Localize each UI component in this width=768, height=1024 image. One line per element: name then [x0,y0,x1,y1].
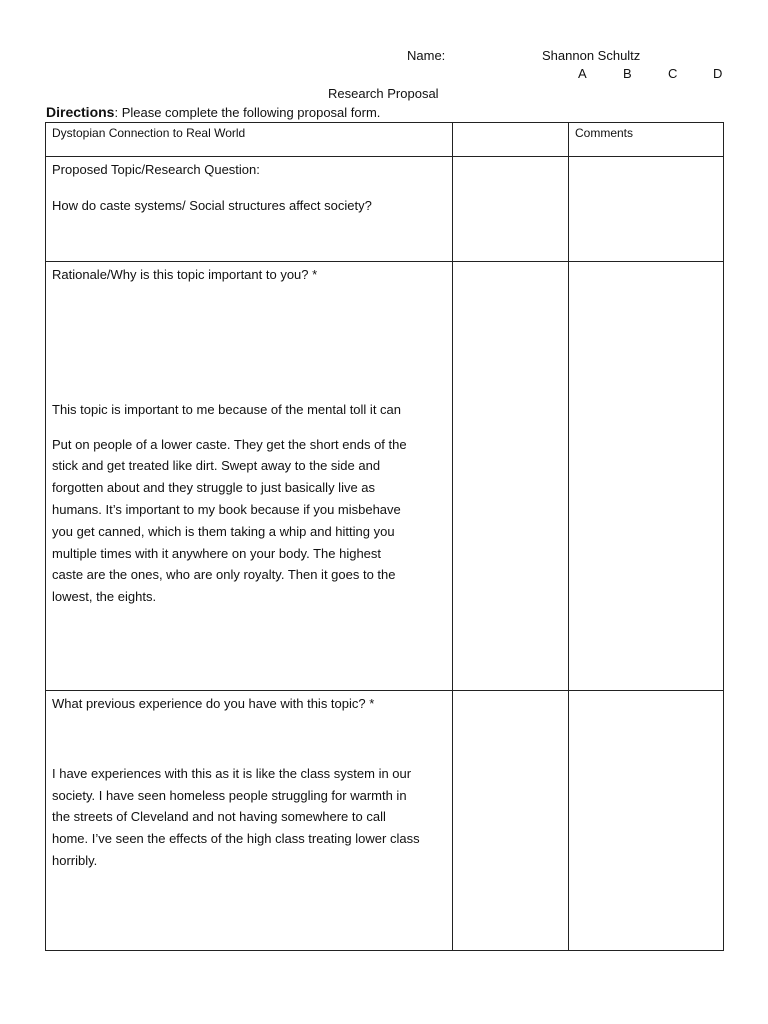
directions-text: : Please complete the following proposal form. [114,105,381,120]
comment-cell [569,691,724,951]
topic-question: Proposed Topic/Research Question: [52,162,260,177]
grade-option-d: D [713,66,723,81]
rationale-answer-first: This topic is important to me because of the mental toll it can [52,401,402,417]
grade-option-b: B [623,66,632,81]
directions [46,104,380,120]
rationale-cell [46,262,453,691]
table-row [46,691,724,951]
header-cell-comments: Comments [569,123,724,157]
rationale-answer: Put on people of a lower caste. They get the short ends of the stick and get treated like dirt. Swept away to the side and forgotten about and they struggle to just basically live as humans. It’s important to my book because if you misbehave you get canned, which is them taking a whip and hitting you multiple times with it anywhere on your body. The highest caste are the ones, who are only royalty. Then it goes to the lowest, the eights. [52,436,407,605]
grade-option-a: A [578,66,587,81]
student-name: Shannon Schultz [542,48,641,63]
experience-cell [46,691,453,951]
document-title: Research Proposal [328,86,439,101]
header-cell-topic: Dystopian Connection to Real World [46,123,453,157]
name-label: Name: [407,48,446,63]
experience-answer: I have experiences with this as it is like the class system in our society. I have seen homeless people struggling for warmth in the streets of Cleveland and not having somewhere to call home. I’ve seen the effects of the high class treating lower class horribly. [52,765,420,868]
header-cell-blank [453,123,569,157]
comment-cell [569,262,724,691]
rationale-question: Rationale/Why is this topic important to you? * [52,267,318,282]
table-header-row [46,123,724,157]
directions-label: Directions [46,104,115,120]
grade-option-c: C [668,66,678,81]
grade-cell [453,157,569,262]
table-row [46,157,724,262]
grade-cell [453,262,569,691]
experience-question: What previous experience do you have with this topic? * [52,696,375,711]
table-row [46,262,724,691]
grade-cell [453,691,569,951]
proposal-form-table [45,122,724,951]
topic-answer: How do caste systems/ Social structures affect society? [52,197,372,213]
topic-cell [46,157,453,262]
comment-cell [569,157,724,262]
